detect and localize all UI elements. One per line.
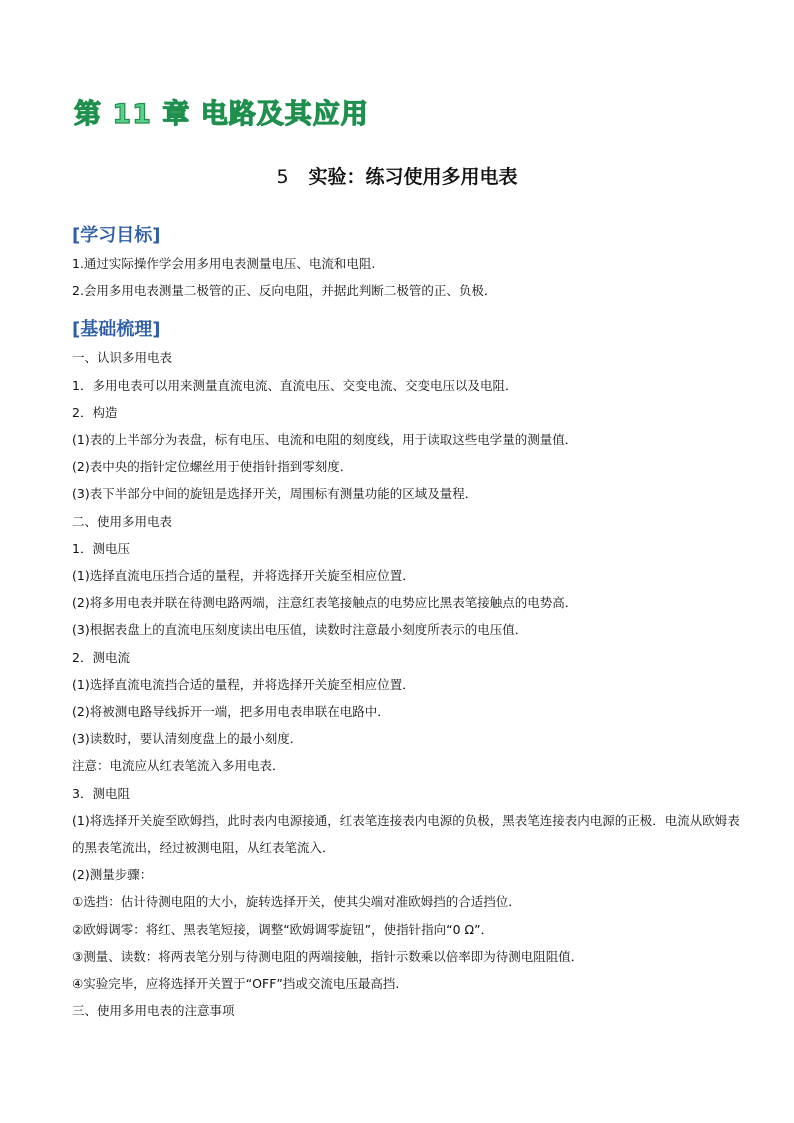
section-title xyxy=(0,162,794,189)
note-line: 注意：电流应从红表笔流入多用电表． xyxy=(72,758,285,774)
subheading-measure-resistance: 3．测电阻 xyxy=(72,785,130,801)
step-line: ②欧姆调零：将红、黑表笔短接，调整“欧姆调零旋钮”，使指针指向“0 Ω”． xyxy=(72,921,494,937)
section-heading-recognize-meter: 一、认识多用电表 xyxy=(72,350,173,366)
body-line: (1)表的上半部分为表盘，标有电压、电流和电阻的刻度线，用于读取这些电学量的测量值． xyxy=(72,432,578,448)
body-line: (2)测量步骤： xyxy=(72,867,153,883)
body-line: (1)选择直流电流挡合适的量程，并将选择开关旋至相应位置． xyxy=(72,676,415,692)
chapter-title: 第 11 章 电路及其应用 xyxy=(74,99,369,130)
objectives-heading: [学习目标] xyxy=(72,225,161,246)
section-heading-precautions: 三、使用多用电表的注意事项 xyxy=(72,1003,235,1019)
document-body xyxy=(72,222,740,1024)
body-line: (3)读数时，要认清刻度盘上的最小刻度． xyxy=(72,731,303,747)
body-line: (2)表中央的指针定位螺丝用于使指针指到零刻度． xyxy=(72,459,353,475)
objective-item: 2.会用多用电表测量二极管的正、反向电阻，并据此判断二极管的正、负极． xyxy=(72,283,497,299)
body-line: (3)根据表盘上的直流电压刻度读出电压值，读数时注意最小刻度所表示的电压值． xyxy=(72,622,528,638)
subheading-structure: 2．构造 xyxy=(72,404,118,420)
step-line: ④实验完毕，应将选择开关置于“OFF”挡或交流电压最高挡. xyxy=(72,976,400,992)
body-line: 1．多用电表可以用来测量直流电流、直流电压、交变电流、交变电压以及电阻． xyxy=(72,377,518,393)
section-title-text: 实验：练习使用多用电表 xyxy=(308,166,518,188)
section-number: 5 xyxy=(276,166,289,188)
step-line: ①选挡：估计待测电阻的大小，旋转选择开关，使其尖端对准欧姆挡的合适挡位． xyxy=(72,894,521,910)
subheading-measure-current: 2．测电流 xyxy=(72,649,130,665)
body-line: (2)将多用电表并联在待测电路两端，注意红表笔接触点的电势应比黑表笔接触点的电势高． xyxy=(72,595,578,611)
step-line: ③测量、读数：将两表笔分别与待测电阻的两端接触，指针示数乘以倍率即为待测电阻阻值． xyxy=(72,948,584,964)
subheading-measure-voltage: 1．测电压 xyxy=(72,540,130,556)
section-heading-use-meter: 二、使用多用电表 xyxy=(72,513,173,529)
body-paragraph: (1)将选择开关旋至欧姆挡，此时表内电源接通，红表笔连接表内电源的负极，黑表笔连接表内电源的正极．电流从欧姆表的黑表笔流出，经过被测电阻，从红表笔流入． xyxy=(72,812,740,856)
body-line: (3)表下半部分中间的旋钮是选择开关，周围标有测量功能的区域及量程． xyxy=(72,486,478,502)
body-line: (1)选择直流电压挡合适的量程，并将选择开关旋至相应位置． xyxy=(72,568,415,584)
body-line: (2)将被测电路导线拆开一端，把多用电表串联在电路中． xyxy=(72,704,390,720)
objective-item: 1.通过实际操作学会用多用电表测量电压、电流和电阻. xyxy=(72,256,376,271)
basics-heading: [基础梳理] xyxy=(72,319,161,341)
